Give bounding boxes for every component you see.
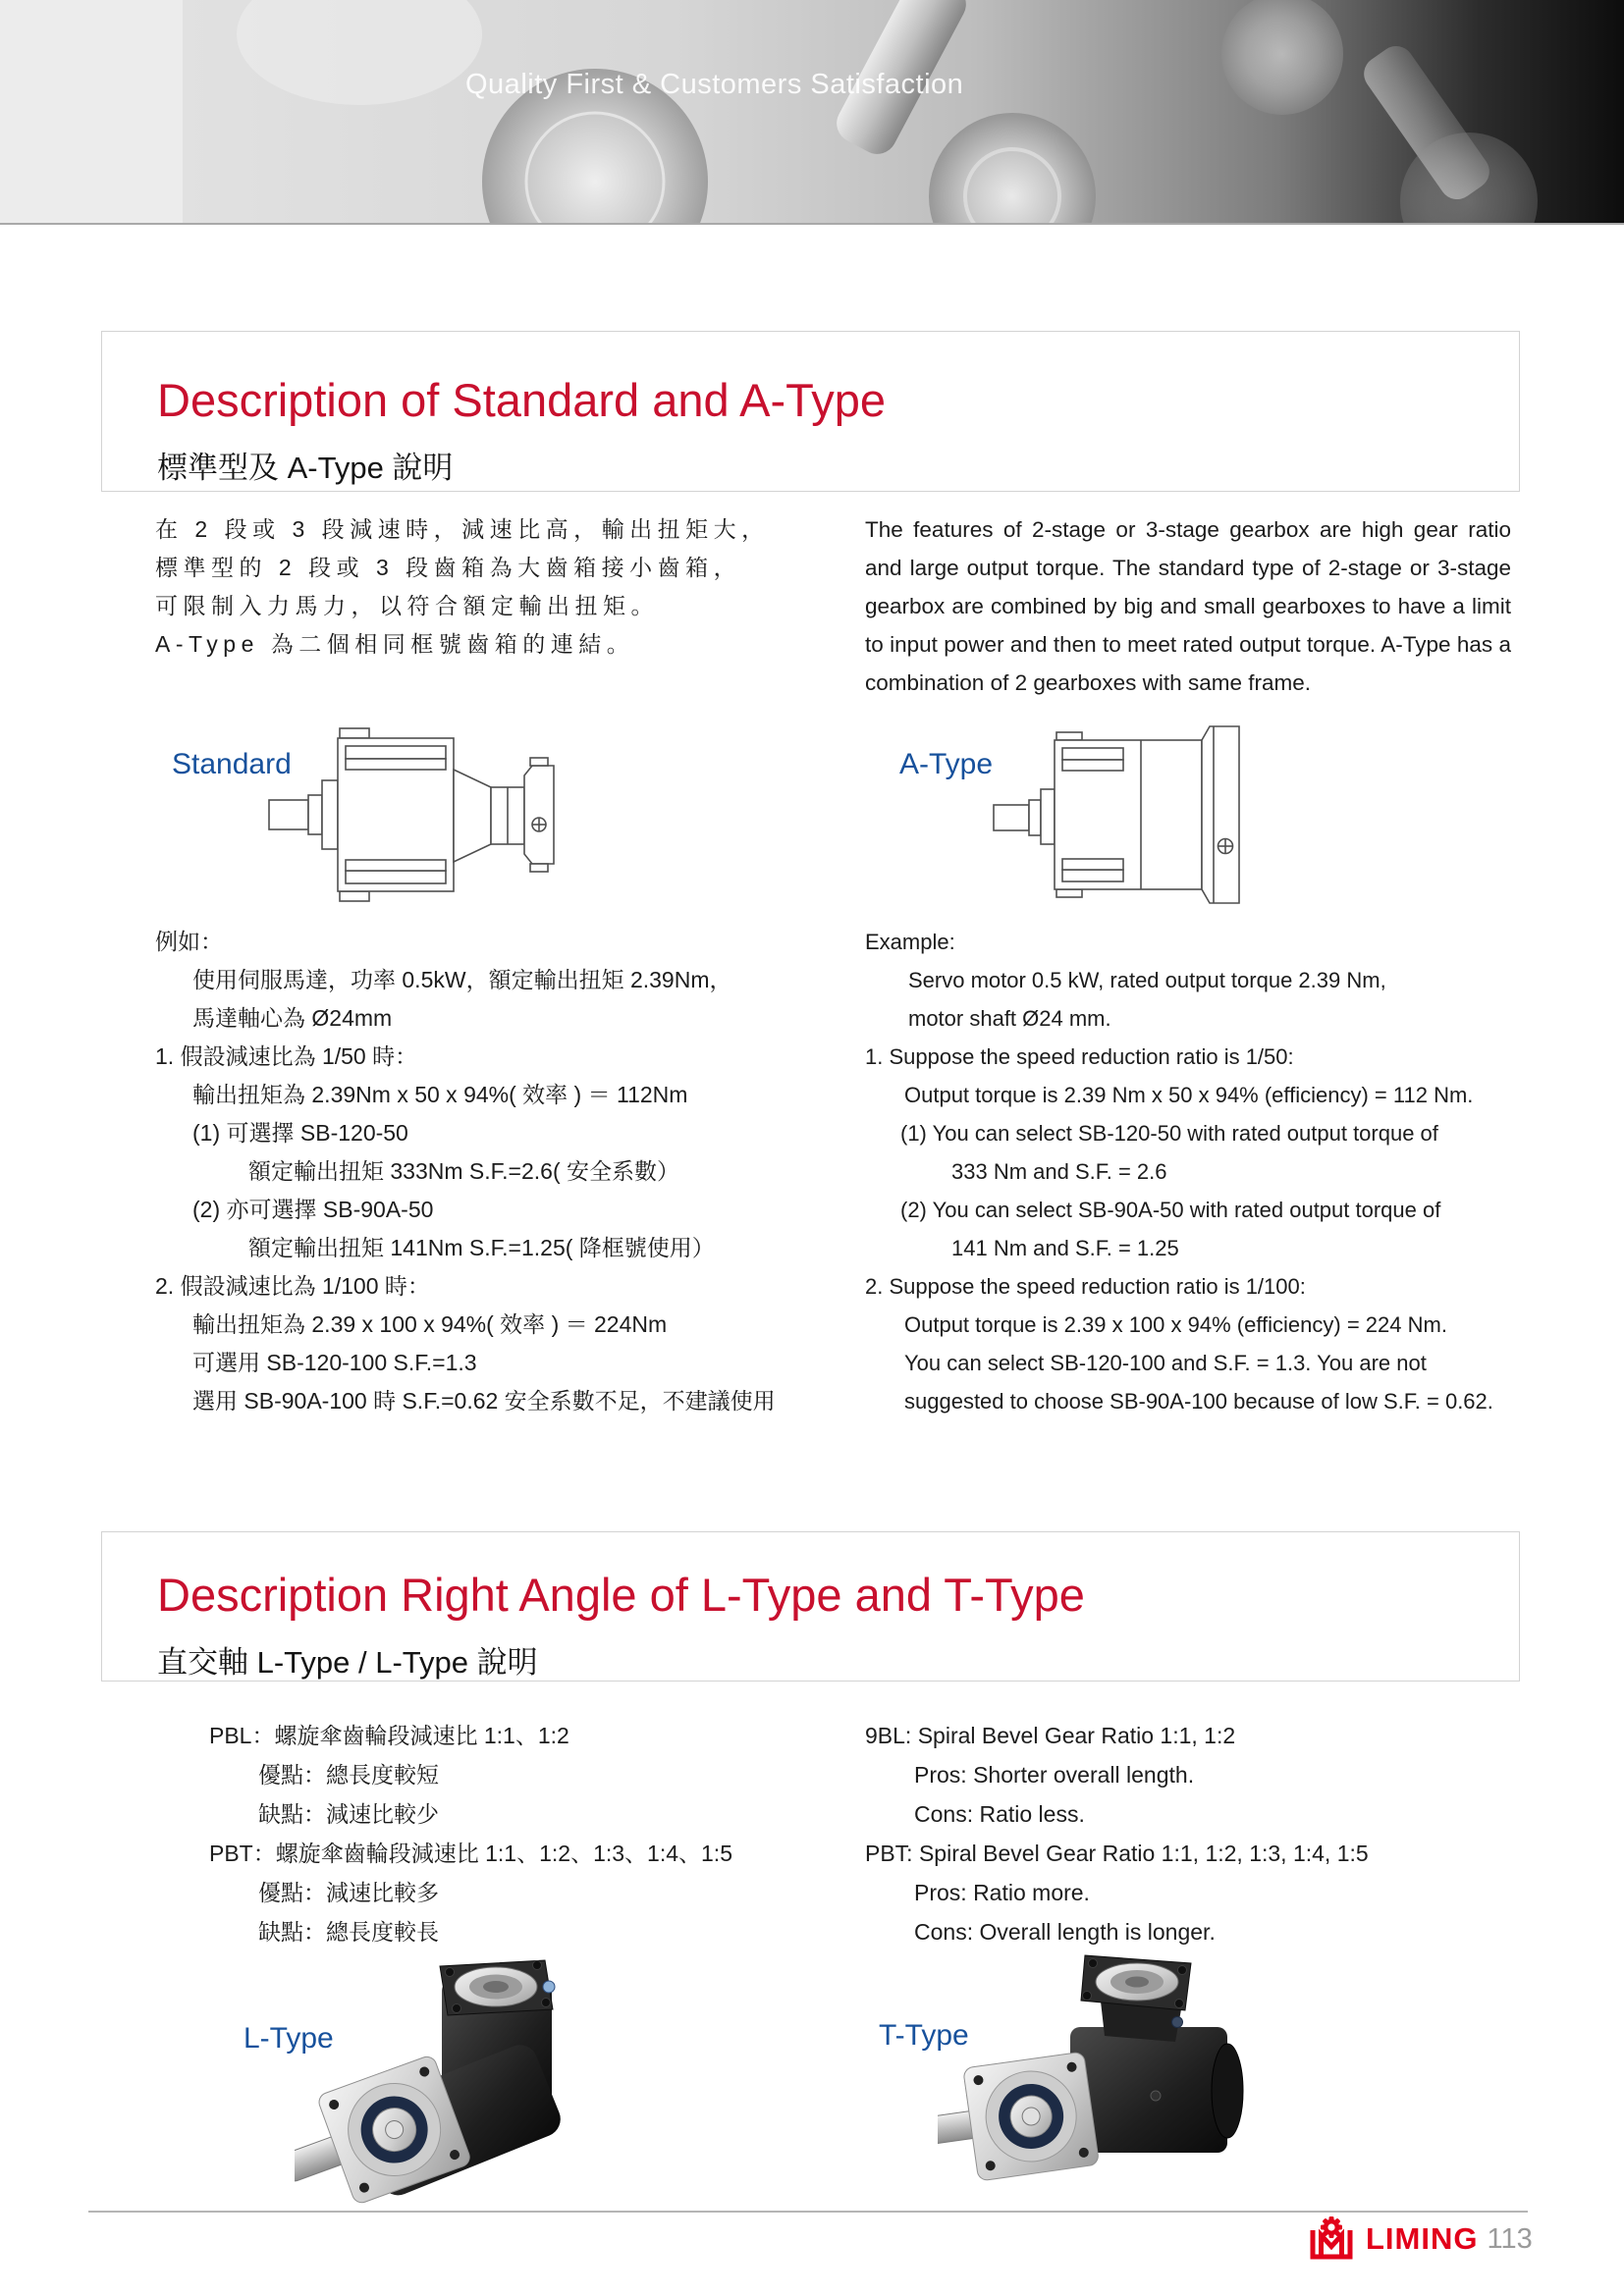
text-line: PBL：螺旋傘齒輪段減速比 1:1、1:2: [209, 1723, 569, 1748]
text-line: 輸出扭矩為 2.39Nm x 50 x 94%( 效率 ) ＝ 112Nm: [192, 1082, 688, 1107]
section2-title: Description Right Angle of L-Type and T-Type: [157, 1569, 1085, 1621]
text-line: 例如：: [155, 929, 223, 954]
intro-paragraph-zh: [155, 510, 823, 664]
text-line: 馬達軸心為 Ø24mm: [192, 1005, 393, 1031]
t-type-gearbox-photo: [938, 1953, 1272, 2207]
text-line: You can select SB-120-100 and S.F. = 1.3. You are not: [904, 1351, 1427, 1375]
text-line: 輸出扭矩為 2.39 x 100 x 94%( 效率 ) ＝ 224Nm: [192, 1311, 668, 1337]
text-line: 優點：總長度較短: [258, 1762, 439, 1788]
standard-gearbox-drawing: [267, 711, 591, 919]
text-line: PBT: Spiral Bevel Gear Ratio 1:1, 1:2, 1:3, 1:4, 1:5: [865, 1841, 1369, 1866]
example-text-en: [865, 923, 1552, 1420]
intro-paragraph-en: The features of 2-stage or 3-stage gearbox are high gear ratio and large output torque. The standard type of 2-stage or 3-stage gearbox are combined by big and small gearboxes to have a limit to input power and then to meet rated output torque. A-Type has a combination of 2 gearboxes with same frame.: [865, 517, 1511, 695]
text-line: (2) You can select SB-90A-50 with rated output torque of: [900, 1198, 1441, 1222]
text-line: 可限制入力馬力，以符合額定輸出扭矩。: [155, 593, 659, 618]
text-line: 額定輸出扭矩 333Nm S.F.=2.6( 安全系數）: [248, 1158, 679, 1184]
text-line: 可選用 SB-120-100 S.F.=1.3: [192, 1350, 477, 1375]
a-type-gearbox-drawing: [992, 711, 1257, 919]
text-line: 標準型的 2 段或 3 段齒箱為大齒箱接小齒箱，: [155, 555, 742, 580]
text-line: 在 2 段或 3 段減速時，減速比高，輸出扭矩大，: [155, 516, 770, 542]
text-line: (1) 可選擇 SB-120-50: [192, 1120, 408, 1146]
liming-gear-logo-icon: [1304, 2216, 1357, 2262]
text-line: 1. Suppose the speed reduction ratio is 1/50:: [865, 1044, 1294, 1069]
pbl-pbt-text-en: [865, 1716, 1552, 1951]
text-line: 額定輸出扭矩 141Nm S.F.=1.25( 降框號使用）: [248, 1235, 715, 1260]
text-line: suggested to choose SB-90A-100 because of low S.F. = 0.62.: [904, 1389, 1493, 1414]
text-line: Pros: Ratio more.: [914, 1880, 1090, 1905]
l-type-gearbox-photo: [295, 1956, 619, 2207]
text-line: 使用伺服馬達，功率 0.5kW，額定輸出扭矩 2.39Nm，: [192, 967, 732, 992]
pbl-pbt-text-zh: [209, 1716, 857, 1951]
text-line: 2. Suppose the speed reduction ratio is 1/100:: [865, 1274, 1306, 1299]
section2-subtitle: 直交軸 L-Type / L-Type 說明: [157, 1645, 538, 1680]
text-line: Cons: Ratio less.: [914, 1801, 1085, 1827]
page-number: 113: [1487, 2222, 1533, 2255]
text-line: motor shaft Ø24 mm.: [908, 1006, 1111, 1031]
gearbox-photo-montage: [183, 0, 1624, 223]
section1-title: Description of Standard and A-Type: [157, 374, 886, 426]
text-line: Output torque is 2.39 x 100 x 94% (efficiency) = 224 Nm.: [904, 1312, 1447, 1337]
a-type-diagram-label: A-Type: [899, 748, 994, 780]
text-line: 缺點：總長度較長: [258, 1919, 439, 1945]
section2-title-box: [101, 1531, 1520, 1682]
text-line: (1) You can select SB-120-50 with rated output torque of: [900, 1121, 1438, 1146]
footer-brand: [1304, 2215, 1533, 2264]
text-line: 333 Nm and S.F. = 2.6: [951, 1159, 1167, 1184]
text-line: Pros: Shorter overall length.: [914, 1762, 1195, 1788]
text-line: 141 Nm and S.F. = 1.25: [951, 1236, 1179, 1260]
footer-divider: [88, 2211, 1528, 2213]
header-left-panel: [0, 0, 183, 223]
text-line: Example:: [865, 930, 955, 954]
text-line: PBT：螺旋傘齒輪段減速比 1:1、1:2、1:3、1:4、1:5: [209, 1841, 732, 1866]
text-line: Servo motor 0.5 kW, rated output torque 2.39 Nm,: [908, 968, 1386, 992]
text-line: 9BL: Spiral Bevel Gear Ratio 1:1, 1:2: [865, 1723, 1236, 1748]
text-line: 缺點：減速比較少: [258, 1801, 439, 1827]
section1-subtitle: 標準型及 A-Type 說明: [157, 451, 454, 485]
header-tagline: Quality First & Customers Satisfaction: [465, 69, 964, 100]
text-line: Output torque is 2.39 Nm x 50 x 94% (efficiency) = 112 Nm.: [904, 1083, 1474, 1107]
l-type-photo-label: L-Type: [244, 2022, 334, 2055]
machinery-decoration: [183, 0, 1624, 223]
text-line: 1. 假設減速比為 1/50 時：: [155, 1043, 418, 1069]
text-line: Cons: Overall length is longer.: [914, 1919, 1216, 1945]
brand-name: LIMING: [1366, 2221, 1479, 2256]
text-line: 選用 SB-90A-100 時 S.F.=0.62 安全系數不足，不建議使用: [192, 1388, 776, 1414]
text-line: A-Type 為二個相同框號齒箱的連結。: [155, 631, 635, 657]
text-line: 2. 假設減速比為 1/100 時：: [155, 1273, 430, 1299]
standard-diagram-label: Standard: [172, 748, 292, 780]
section1-title-box: [101, 331, 1520, 492]
text-line: 優點：減速比較多: [258, 1880, 439, 1905]
example-text-zh: [155, 923, 842, 1420]
header-photo-banner: [0, 0, 1624, 225]
text-line: (2) 亦可選擇 SB-90A-50: [192, 1197, 434, 1222]
t-type-photo-label: T-Type: [879, 2019, 969, 2052]
